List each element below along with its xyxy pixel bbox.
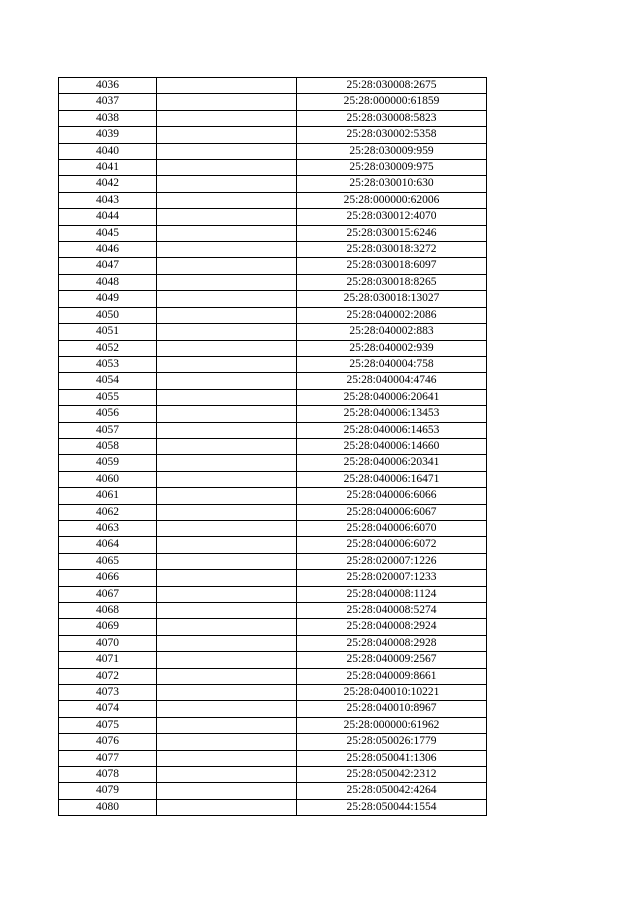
table-row bbox=[59, 406, 487, 422]
cadastral-number-cell: 25:28:000000:61859 bbox=[297, 94, 487, 110]
row-number-cell: 4080 bbox=[59, 799, 157, 815]
cadastral-number-cell: 25:28:030009:959 bbox=[297, 143, 487, 159]
empty-cell bbox=[157, 258, 297, 274]
cadastral-number-cell: 25:28:050041:1306 bbox=[297, 750, 487, 766]
row-number-cell: 4071 bbox=[59, 652, 157, 668]
row-number-cell: 4055 bbox=[59, 389, 157, 405]
empty-cell bbox=[157, 373, 297, 389]
table-row bbox=[59, 537, 487, 553]
row-number-cell: 4042 bbox=[59, 176, 157, 192]
cadastral-number-cell: 25:28:040006:6072 bbox=[297, 537, 487, 553]
row-number-cell: 4040 bbox=[59, 143, 157, 159]
row-number-cell: 4069 bbox=[59, 619, 157, 635]
cadastral-number-cell: 25:28:040008:2928 bbox=[297, 635, 487, 651]
empty-cell bbox=[157, 242, 297, 258]
row-number-cell: 4056 bbox=[59, 406, 157, 422]
row-number-cell: 4039 bbox=[59, 127, 157, 143]
table-row bbox=[59, 767, 487, 783]
table-row bbox=[59, 242, 487, 258]
cadastral-number-cell: 25:28:040004:758 bbox=[297, 356, 487, 372]
empty-cell bbox=[157, 307, 297, 323]
empty-cell bbox=[157, 652, 297, 668]
row-number-cell: 4050 bbox=[59, 307, 157, 323]
cadastral-number-cell: 25:28:050026:1779 bbox=[297, 734, 487, 750]
empty-cell bbox=[157, 291, 297, 307]
row-number-cell: 4052 bbox=[59, 340, 157, 356]
empty-cell bbox=[157, 734, 297, 750]
cadastral-number-cell: 25:28:000000:62006 bbox=[297, 192, 487, 208]
empty-cell bbox=[157, 422, 297, 438]
table-row bbox=[59, 176, 487, 192]
empty-cell bbox=[157, 225, 297, 241]
row-number-cell: 4073 bbox=[59, 685, 157, 701]
table-row bbox=[59, 143, 487, 159]
empty-cell bbox=[157, 553, 297, 569]
cadastral-number-cell: 25:28:040006:14653 bbox=[297, 422, 487, 438]
row-number-cell: 4072 bbox=[59, 668, 157, 684]
empty-cell bbox=[157, 750, 297, 766]
table-row bbox=[59, 471, 487, 487]
cadastral-number-cell: 25:28:040002:883 bbox=[297, 324, 487, 340]
table-row bbox=[59, 586, 487, 602]
empty-cell bbox=[157, 717, 297, 733]
row-number-cell: 4057 bbox=[59, 422, 157, 438]
empty-cell bbox=[157, 586, 297, 602]
table-row bbox=[59, 570, 487, 586]
row-number-cell: 4036 bbox=[59, 78, 157, 94]
row-number-cell: 4045 bbox=[59, 225, 157, 241]
empty-cell bbox=[157, 783, 297, 799]
cadastral-number-cell: 25:28:040006:16471 bbox=[297, 471, 487, 487]
cadastral-number-cell: 25:28:040009:2567 bbox=[297, 652, 487, 668]
cadastral-number-cell: 25:28:050042:4264 bbox=[297, 783, 487, 799]
cadastral-number-cell: 25:28:030010:630 bbox=[297, 176, 487, 192]
row-number-cell: 4062 bbox=[59, 504, 157, 520]
empty-cell bbox=[157, 94, 297, 110]
table-row bbox=[59, 603, 487, 619]
table-row bbox=[59, 160, 487, 176]
table-row bbox=[59, 225, 487, 241]
empty-cell bbox=[157, 78, 297, 94]
empty-cell bbox=[157, 520, 297, 536]
empty-cell bbox=[157, 504, 297, 520]
table-row bbox=[59, 799, 487, 815]
cadastral-number-cell: 25:28:040002:2086 bbox=[297, 307, 487, 323]
cadastral-number-cell: 25:28:030012:4070 bbox=[297, 209, 487, 225]
cadastral-number-cell: 25:28:040006:6070 bbox=[297, 520, 487, 536]
row-number-cell: 4048 bbox=[59, 274, 157, 290]
cadastral-number-cell: 25:28:040010:8967 bbox=[297, 701, 487, 717]
empty-cell bbox=[157, 799, 297, 815]
table-row bbox=[59, 110, 487, 126]
empty-cell bbox=[157, 488, 297, 504]
row-number-cell: 4074 bbox=[59, 701, 157, 717]
table-row bbox=[59, 78, 487, 94]
row-number-cell: 4066 bbox=[59, 570, 157, 586]
empty-cell bbox=[157, 340, 297, 356]
empty-cell bbox=[157, 455, 297, 471]
cadastral-number-cell: 25:28:040008:1124 bbox=[297, 586, 487, 602]
cadastral-number-cell: 25:28:040009:8661 bbox=[297, 668, 487, 684]
empty-cell bbox=[157, 537, 297, 553]
empty-cell bbox=[157, 438, 297, 454]
cadastral-number-cell: 25:28:040004:4746 bbox=[297, 373, 487, 389]
row-number-cell: 4067 bbox=[59, 586, 157, 602]
empty-cell bbox=[157, 767, 297, 783]
empty-cell bbox=[157, 635, 297, 651]
table-row bbox=[59, 422, 487, 438]
cadastral-number-cell: 25:28:040006:14660 bbox=[297, 438, 487, 454]
table-row bbox=[59, 438, 487, 454]
row-number-cell: 4078 bbox=[59, 767, 157, 783]
cadastral-number-cell: 25:28:020007:1233 bbox=[297, 570, 487, 586]
row-number-cell: 4063 bbox=[59, 520, 157, 536]
cadastral-number-cell: 25:28:050044:1554 bbox=[297, 799, 487, 815]
cadastral-number-cell: 25:28:040006:20341 bbox=[297, 455, 487, 471]
row-number-cell: 4059 bbox=[59, 455, 157, 471]
table-row bbox=[59, 734, 487, 750]
row-number-cell: 4037 bbox=[59, 94, 157, 110]
table-row bbox=[59, 307, 487, 323]
cadastral-number-cell: 25:28:030015:6246 bbox=[297, 225, 487, 241]
cadastral-number-cell: 25:28:040006:20641 bbox=[297, 389, 487, 405]
empty-cell bbox=[157, 471, 297, 487]
cadastral-number-cell: 25:28:030018:6097 bbox=[297, 258, 487, 274]
row-number-cell: 4044 bbox=[59, 209, 157, 225]
empty-cell bbox=[157, 192, 297, 208]
row-number-cell: 4054 bbox=[59, 373, 157, 389]
empty-cell bbox=[157, 668, 297, 684]
table-row bbox=[59, 274, 487, 290]
row-number-cell: 4077 bbox=[59, 750, 157, 766]
empty-cell bbox=[157, 389, 297, 405]
table-row bbox=[59, 717, 487, 733]
row-number-cell: 4064 bbox=[59, 537, 157, 553]
cadastral-number-cell: 25:28:000000:61962 bbox=[297, 717, 487, 733]
cadastral-number-cell: 25:28:040006:13453 bbox=[297, 406, 487, 422]
cadastral-number-cell: 25:28:040010:10221 bbox=[297, 685, 487, 701]
empty-cell bbox=[157, 110, 297, 126]
table-row bbox=[59, 291, 487, 307]
row-number-cell: 4070 bbox=[59, 635, 157, 651]
table-row bbox=[59, 520, 487, 536]
cadastral-number-cell: 25:28:050042:2312 bbox=[297, 767, 487, 783]
table-row bbox=[59, 701, 487, 717]
table-row bbox=[59, 340, 487, 356]
table-row bbox=[59, 783, 487, 799]
row-number-cell: 4051 bbox=[59, 324, 157, 340]
row-number-cell: 4043 bbox=[59, 192, 157, 208]
table-row bbox=[59, 504, 487, 520]
row-number-cell: 4041 bbox=[59, 160, 157, 176]
empty-cell bbox=[157, 619, 297, 635]
table-row bbox=[59, 389, 487, 405]
empty-cell bbox=[157, 176, 297, 192]
cadastral-number-cell: 25:28:030008:5823 bbox=[297, 110, 487, 126]
empty-cell bbox=[157, 685, 297, 701]
table-row bbox=[59, 373, 487, 389]
row-number-cell: 4049 bbox=[59, 291, 157, 307]
table-row bbox=[59, 685, 487, 701]
cadastral-number-cell: 25:28:030009:975 bbox=[297, 160, 487, 176]
cadastral-number-cell: 25:28:030018:8265 bbox=[297, 274, 487, 290]
cadastral-number-cell: 25:28:030018:3272 bbox=[297, 242, 487, 258]
row-number-cell: 4061 bbox=[59, 488, 157, 504]
cadastral-number-cell: 25:28:030018:13027 bbox=[297, 291, 487, 307]
cadastral-number-cell: 25:28:040006:6067 bbox=[297, 504, 487, 520]
cadastral-number-table bbox=[58, 77, 487, 816]
empty-cell bbox=[157, 209, 297, 225]
row-number-cell: 4046 bbox=[59, 242, 157, 258]
table-row bbox=[59, 356, 487, 372]
table-row bbox=[59, 553, 487, 569]
cadastral-number-cell: 25:28:020007:1226 bbox=[297, 553, 487, 569]
cadastral-number-cell: 25:28:030008:2675 bbox=[297, 78, 487, 94]
table-row bbox=[59, 619, 487, 635]
table-row bbox=[59, 324, 487, 340]
table-row bbox=[59, 94, 487, 110]
empty-cell bbox=[157, 274, 297, 290]
row-number-cell: 4060 bbox=[59, 471, 157, 487]
cadastral-number-cell: 25:28:040008:2924 bbox=[297, 619, 487, 635]
table-row bbox=[59, 258, 487, 274]
cadastral-number-cell: 25:28:040008:5274 bbox=[297, 603, 487, 619]
row-number-cell: 4068 bbox=[59, 603, 157, 619]
table-row bbox=[59, 652, 487, 668]
empty-cell bbox=[157, 143, 297, 159]
row-number-cell: 4047 bbox=[59, 258, 157, 274]
cadastral-number-cell: 25:28:040006:6066 bbox=[297, 488, 487, 504]
cadastral-number-cell: 25:28:040002:939 bbox=[297, 340, 487, 356]
table-row bbox=[59, 750, 487, 766]
table-row bbox=[59, 635, 487, 651]
empty-cell bbox=[157, 603, 297, 619]
table-row bbox=[59, 192, 487, 208]
table-row bbox=[59, 455, 487, 471]
empty-cell bbox=[157, 406, 297, 422]
table-row bbox=[59, 488, 487, 504]
empty-cell bbox=[157, 356, 297, 372]
row-number-cell: 4058 bbox=[59, 438, 157, 454]
table-row bbox=[59, 668, 487, 684]
row-number-cell: 4076 bbox=[59, 734, 157, 750]
empty-cell bbox=[157, 127, 297, 143]
row-number-cell: 4038 bbox=[59, 110, 157, 126]
table-row bbox=[59, 127, 487, 143]
row-number-cell: 4075 bbox=[59, 717, 157, 733]
row-number-cell: 4065 bbox=[59, 553, 157, 569]
row-number-cell: 4053 bbox=[59, 356, 157, 372]
empty-cell bbox=[157, 324, 297, 340]
empty-cell bbox=[157, 701, 297, 717]
row-number-cell: 4079 bbox=[59, 783, 157, 799]
empty-cell bbox=[157, 570, 297, 586]
table-body bbox=[59, 78, 487, 816]
table-row bbox=[59, 209, 487, 225]
empty-cell bbox=[157, 160, 297, 176]
cadastral-number-cell: 25:28:030002:5358 bbox=[297, 127, 487, 143]
